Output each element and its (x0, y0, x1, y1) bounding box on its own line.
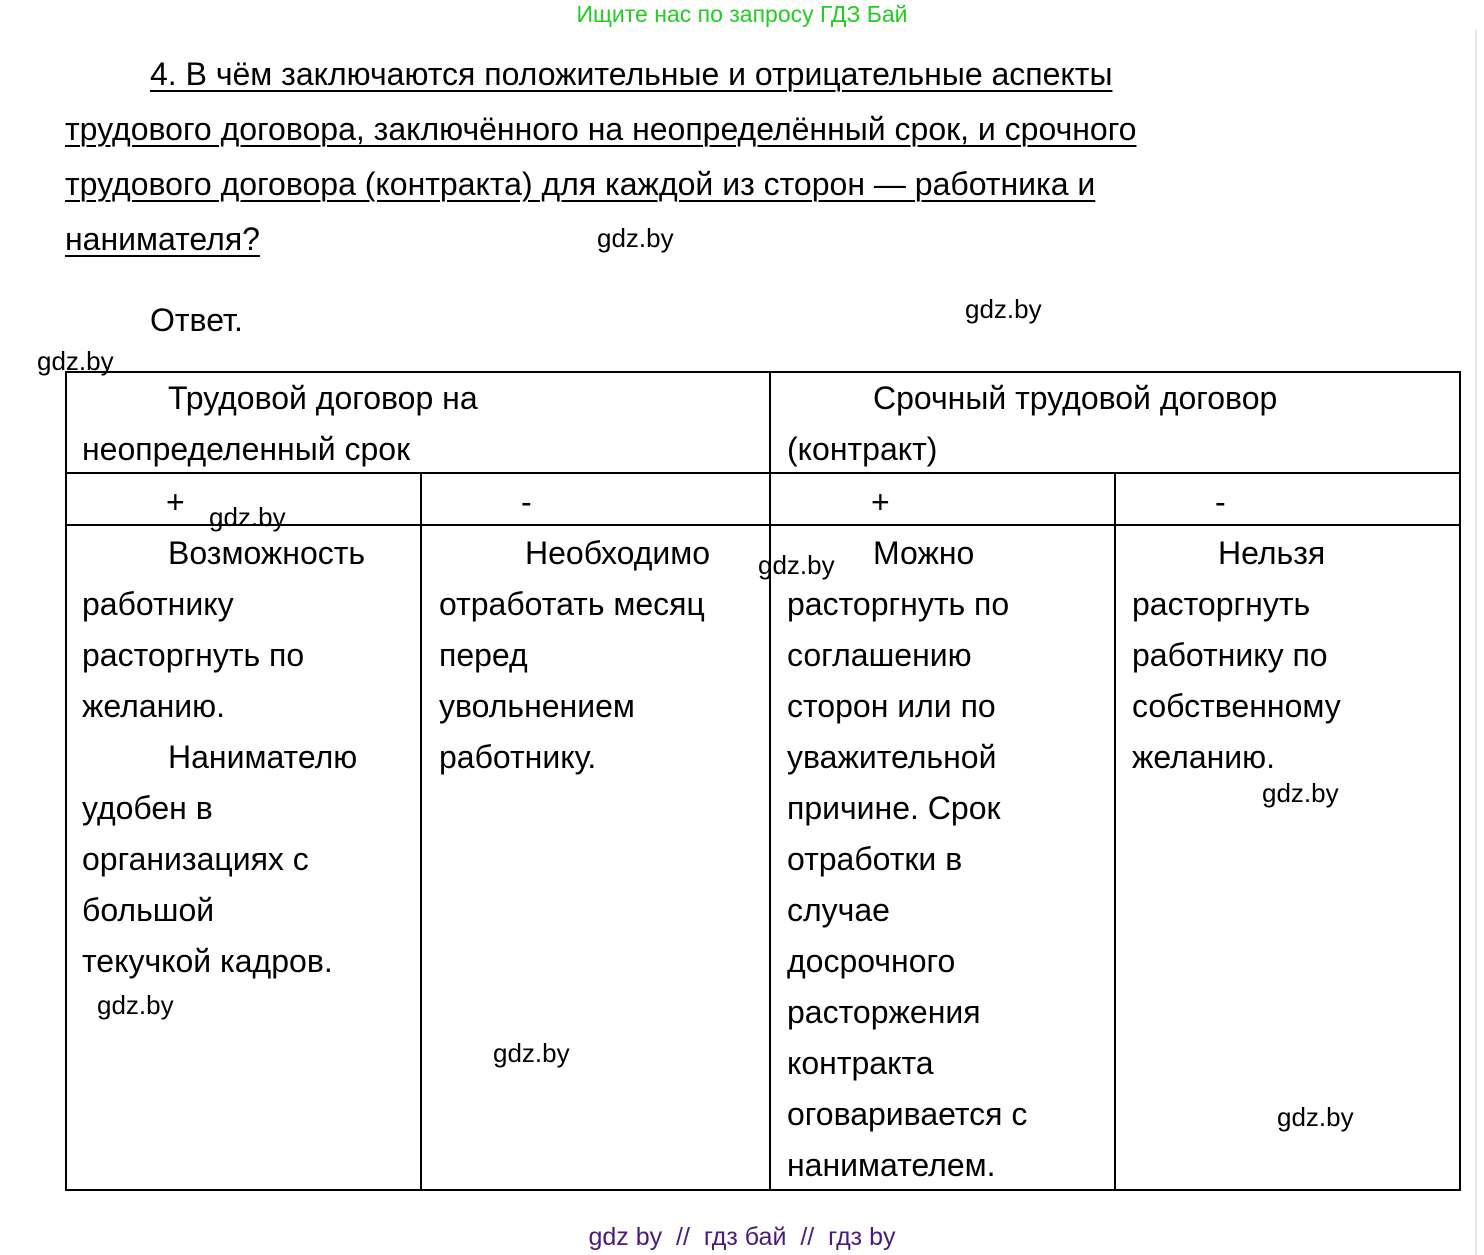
question-line: нанимателя? (65, 221, 260, 257)
table-divider (420, 473, 422, 1191)
question-line: 4. В чём заключаются положительные и отрицательные аспекты (150, 56, 1113, 92)
cell-line: работнику по (1132, 637, 1328, 673)
cell-line: отработать месяц (439, 586, 705, 622)
watermark: gdz.by (1277, 1102, 1354, 1132)
header-line: Срочный трудовой договор (873, 380, 1278, 416)
cell-line: перед (439, 637, 528, 673)
footer-links: gdz by // гдз бай // гдз by (588, 1223, 896, 1251)
cell-line: нанимателем. (787, 1147, 996, 1183)
cell-fixed-pros (787, 528, 1027, 1191)
cell-line: организациях с (82, 841, 309, 877)
watermark: gdz.by (97, 990, 174, 1020)
search-banner: Ищите нас по запросу ГДЗ Бай (576, 1, 908, 27)
cell-line: сторон или по (787, 688, 996, 724)
watermark: gdz.by (1262, 778, 1339, 808)
cell-line: желанию. (1132, 739, 1276, 775)
cell-line: расторгнуть по (82, 637, 305, 673)
table-divider (769, 371, 771, 1191)
cell-line: Можно (873, 535, 975, 571)
subheader-minus: - (521, 484, 532, 520)
subheader-plus: + (871, 484, 890, 520)
watermark: gdz.by (493, 1038, 570, 1068)
cell-line: Возможность (168, 535, 366, 571)
cell-line: большой (82, 892, 215, 928)
cell-line: причине. Срок (787, 790, 1001, 826)
table-divider (1114, 473, 1116, 1191)
header-indefinite-contract (82, 373, 478, 475)
question-line: трудового договора (контракта) для каждой из сторон — работника и (65, 166, 1096, 202)
watermark: gdz.by (209, 502, 286, 532)
cell-indefinite-cons (439, 528, 710, 783)
cell-indefinite-pros (82, 528, 365, 987)
watermark: gdz.by (597, 223, 674, 253)
header-line: неопределенный срок (82, 431, 411, 467)
cell-line: Нанимателю (168, 739, 358, 775)
cell-line: расторжения (787, 994, 981, 1030)
watermark: gdz.by (965, 294, 1042, 324)
cell-line: работнику. (439, 739, 597, 775)
cell-fixed-cons (1132, 528, 1341, 783)
cell-line: работнику (82, 586, 234, 622)
header-fixed-term-contract (787, 373, 1277, 475)
cell-line: текучкой кадров. (82, 943, 333, 979)
cell-line: желанию. (82, 688, 226, 724)
cell-line: контракта (787, 1045, 934, 1081)
header-line: Трудовой договор на (168, 380, 478, 416)
subheader-minus: - (1215, 484, 1226, 520)
cell-line: уважительной (787, 739, 997, 775)
cell-line: отработки в (787, 841, 963, 877)
cell-line: досрочного (787, 943, 956, 979)
cell-line: соглашению (787, 637, 972, 673)
cell-line: удобен в (82, 790, 213, 826)
watermark: gdz.by (758, 550, 835, 580)
cell-line: Необходимо (525, 535, 711, 571)
page-edge-divider (1475, 30, 1477, 1255)
cell-line: случае (787, 892, 890, 928)
watermark: gdz.by (37, 346, 114, 376)
subheader-plus: + (166, 484, 185, 520)
cell-line: оговаривается с (787, 1096, 1028, 1132)
question-line: трудового договора, заключённого на неопределённый срок, и срочного (65, 111, 1137, 147)
cell-line: Нельзя (1218, 535, 1326, 571)
cell-line: увольнением (439, 688, 635, 724)
header-line: (контракт) (787, 431, 938, 467)
answer-label: Ответ. (150, 302, 243, 338)
cell-line: расторгнуть (1132, 586, 1311, 622)
cell-line: расторгнуть по (787, 586, 1010, 622)
cell-line: собственному (1132, 688, 1341, 724)
